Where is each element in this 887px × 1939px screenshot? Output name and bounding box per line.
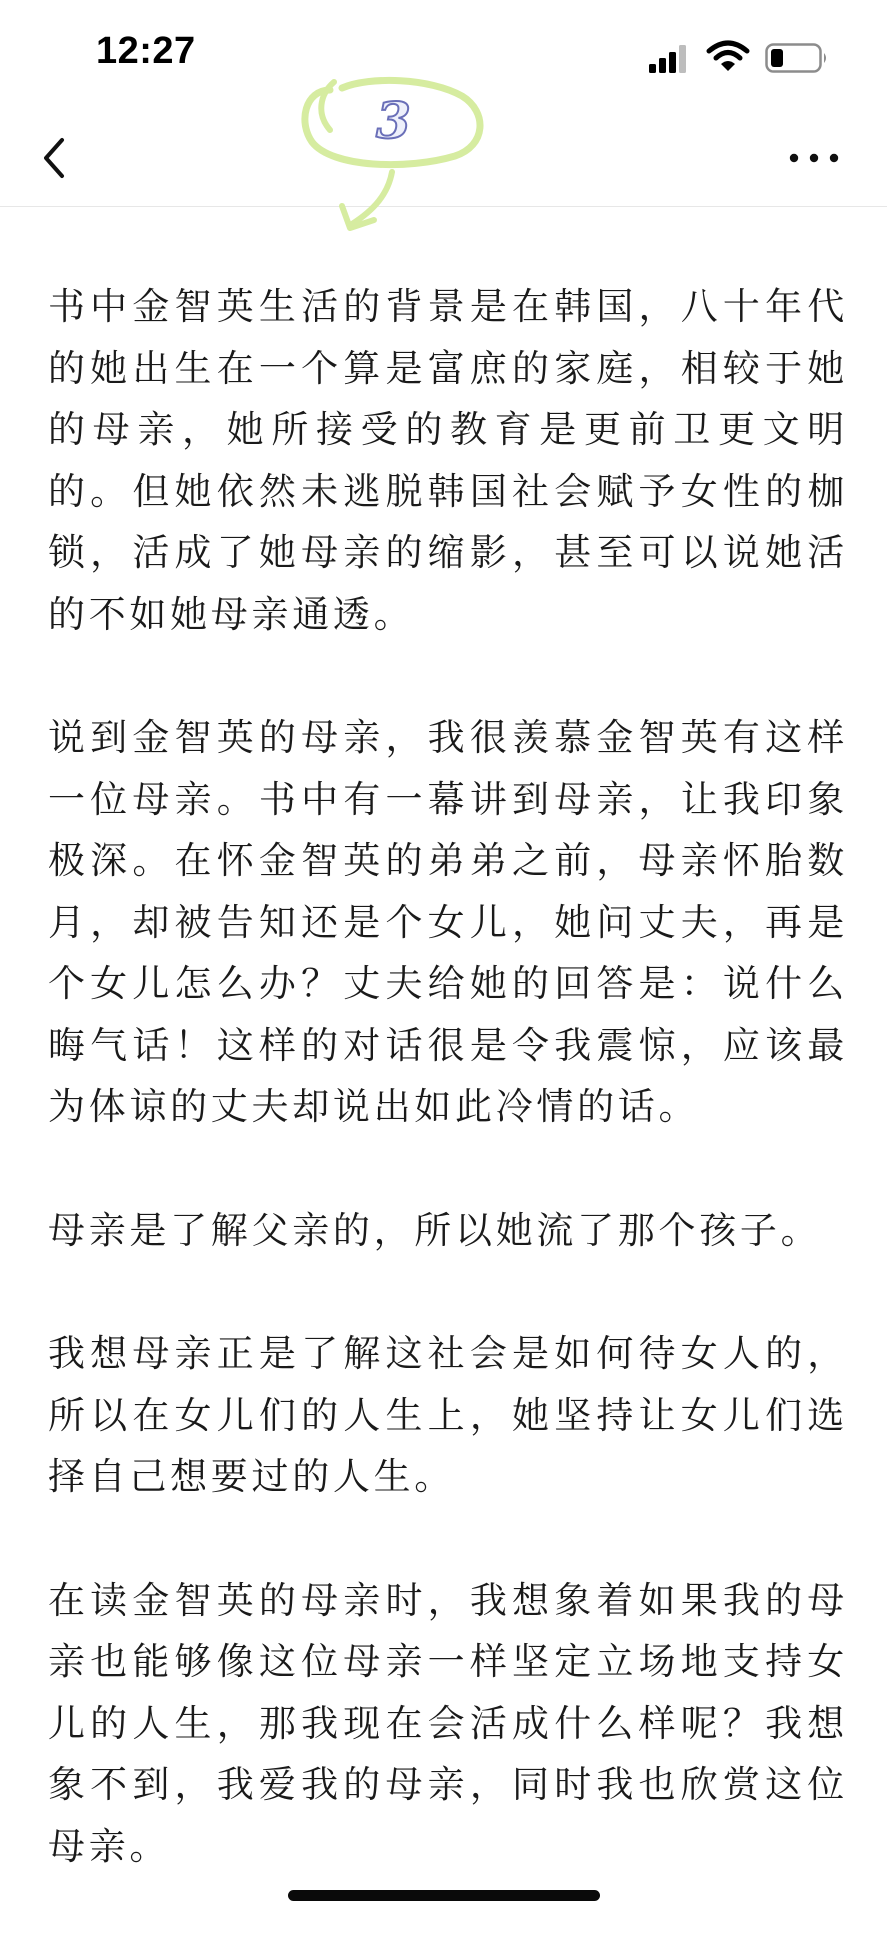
navigation-bar bbox=[0, 110, 887, 207]
paragraph: 书中金智英生活的背景是在韩国，八十年代的她出生在一个算是富庶的家庭，相较于她的母亲，她所接受的教育是更前卫更文明的。但她依然未逃脱韩国社会赋予女性的枷锁，活成了她母亲的缩影，甚至可以说她活的不如她母亲通透。 bbox=[48, 285, 848, 636]
article-body bbox=[48, 276, 848, 1939]
ellipsis-icon[interactable] bbox=[782, 136, 846, 180]
battery-icon bbox=[765, 42, 829, 74]
cellular-signal-icon bbox=[648, 44, 688, 74]
paragraph: 在读金智英的母亲时，我想象着如果我的母亲也能够像这位母亲一样坚定立场地支持女儿的人生，那我现在会活成什么样呢？我想象不到，我爱我的母亲，同时我也欣赏这位母亲。 bbox=[48, 1578, 848, 1868]
status-time: 12:27 bbox=[96, 30, 196, 72]
wifi-icon bbox=[706, 40, 750, 74]
paragraph: 我想母亲正是了解这社会是如何待女人的，所以在女儿们的人生上，她坚持让女儿们选择自己想要过的人生。 bbox=[48, 1332, 848, 1498]
status-bar bbox=[0, 0, 887, 110]
paragraph: 说到金智英的母亲，我很羡慕金智英有这样一位母亲。书中有一幕讲到母亲，让我印象极深。在怀金智英的弟弟之前，母亲怀胎数月，却被告知还是个女儿，她问丈夫，再是个女儿怎么办？丈夫给她的回答是：说什么晦气话！这样的对话很是令我震惊，应该最为体谅的丈夫却说出如此冷情的话。 bbox=[48, 716, 848, 1128]
paragraph: 母亲是了解父亲的，所以她流了那个孩子。 bbox=[48, 1208, 822, 1252]
annotation-number: 3 bbox=[376, 91, 411, 150]
chevron-left-icon[interactable] bbox=[28, 128, 88, 188]
home-indicator[interactable] bbox=[288, 1890, 600, 1901]
